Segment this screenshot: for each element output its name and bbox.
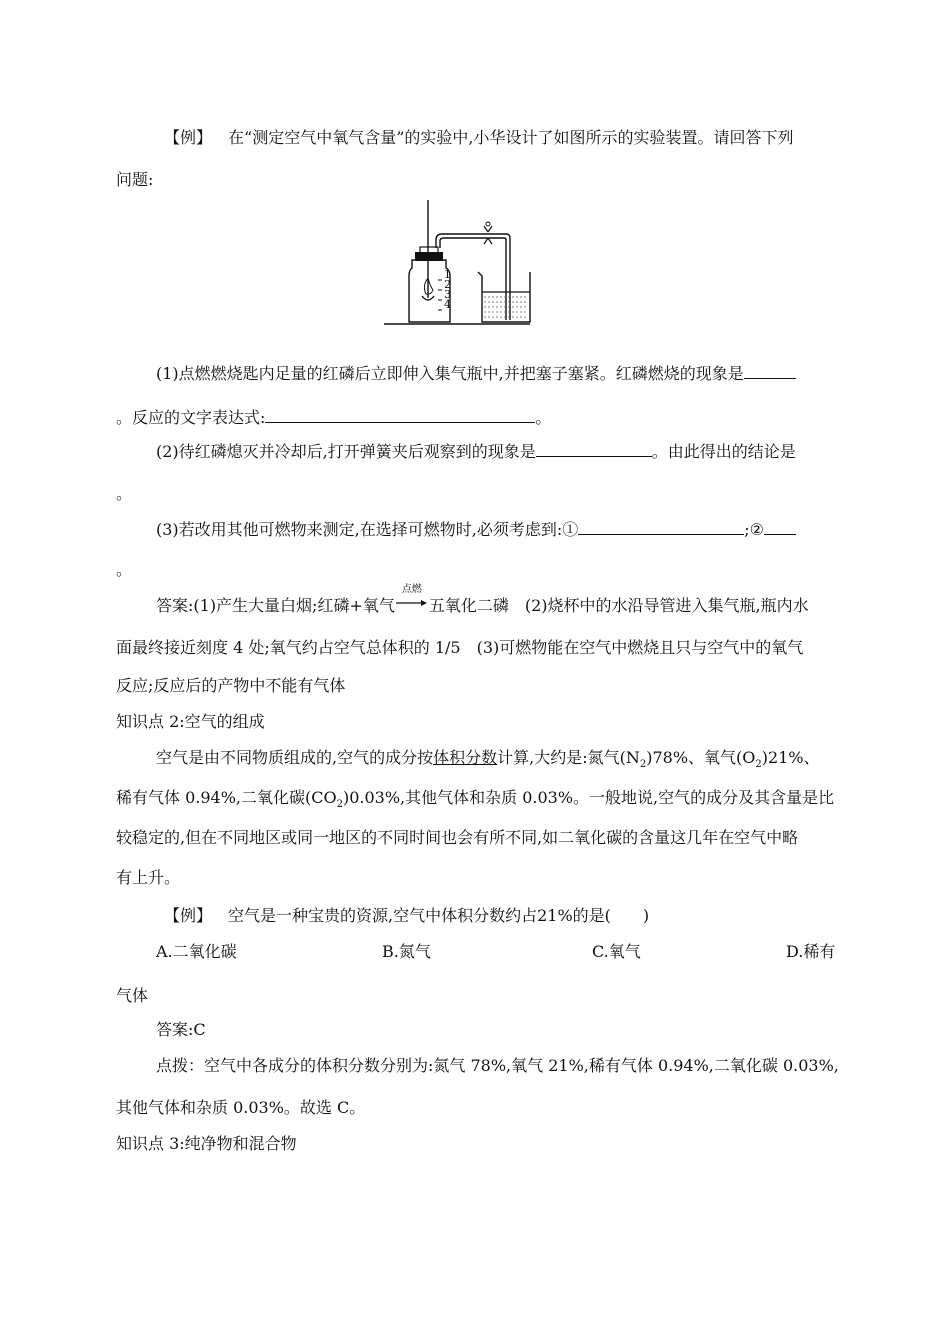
answer-blank[interactable] [536, 438, 652, 457]
paragraph: 空气是由不同物质组成的,空气的成分按体积分数计算,大约是:氮气$(N_2)78\%$、氧气$(O_2)21\%$、 [156, 748, 820, 771]
scale-label-3: 3 [444, 288, 451, 301]
scale-label-2: 2 [444, 278, 451, 291]
experiment-apparatus-figure [378, 196, 538, 328]
option-c[interactable]: C.氧气 [592, 942, 641, 961]
option-b[interactable]: B.氮气 [382, 942, 431, 961]
scale-label-1: 1 [444, 268, 451, 281]
answer-text-cont: 面最终接近刻度 4 处;氧气约占空气总体积的 1/5 (3)可燃物能在空气中燃烧且只与空气中的氧气 [116, 638, 804, 657]
paragraph-cont: 较稳定的,但在不同地区或同一地区的不同时间也会有所不同,如二氧化碳的含量这几年在空气中略 [116, 828, 799, 847]
question-text: 空气是一种宝贵的资源,空气中体积分数约占21%的是( ) [228, 906, 650, 925]
reaction-arrow [395, 584, 429, 611]
example-tag: 【例】 在“测定空气中氧气含量”的实验中,小华设计了如图所示的实验装置。请回答下列 [164, 128, 794, 147]
question-1: (1)点燃燃烧匙内足量的红磷后立即伸入集气瓶中,并把塞子塞紧。红磷燃烧的现象是 [156, 360, 796, 386]
option-a[interactable]: A.二氧化碳 [156, 942, 237, 961]
option-d[interactable]: D.稀有 [786, 942, 836, 961]
section-heading: 知识点 3:纯净物和混合物 [116, 1134, 297, 1153]
question-3-cont: 。 [116, 560, 133, 579]
question-text-cont: 问题: [116, 170, 154, 189]
answer-blank[interactable] [265, 404, 535, 423]
question-2: (2)待红磷熄灭并冷却后,打开弹簧夹后观察到的现象是 。由此得出的结论是 [156, 438, 796, 464]
answer-text: 答案:C [156, 1020, 206, 1039]
answer-text-cont: 反应;反应后的产物中不能有气体 [116, 676, 346, 695]
paragraph-cont: 稀有气体 0.94%,二氧化碳$(CO_2)0.03\%$,其他气体和杂质 0.03%。一般地说,空气的成分及其含量是比 [116, 788, 835, 811]
answer-blank[interactable] [578, 516, 744, 535]
question-3: (3)若改用其他可燃物来测定,在选择可燃物时,必须考虑到:① ;② [156, 516, 796, 542]
paragraph-cont: 有上升。 [116, 868, 181, 887]
answer-blank[interactable] [764, 516, 796, 535]
reaction-condition: 点燃 [401, 584, 422, 595]
question-text: 在“测定空气中氧气含量”的实验中,小华设计了如图所示的实验装置。请回答下列 [228, 128, 794, 147]
hint-text: 点拨：空气中各成分的体积分数分别为:氮气 78%,氧气 21%,稀有气体 0.94%,二氧化碳 0.03%, [156, 1056, 839, 1075]
scale-label-4: 4 [444, 298, 451, 311]
question-2-cont: 。 [116, 484, 133, 503]
answer-blank[interactable] [744, 360, 796, 379]
example-tag: 【例】 空气是一种宝贵的资源,空气中体积分数约占21%的是( ) [164, 906, 650, 925]
hint-text-cont: 其他气体和杂质 0.03%。故选 C。 [116, 1098, 366, 1117]
question-1-cont: 。反应的文字表达式: 。 [116, 404, 551, 430]
option-d-cont: 气体 [116, 986, 149, 1005]
answer-text: 答案:(1)产生大量白烟;红磷+氧气 点燃 五氧化二磷 (2)烧杯中的水沿导管进入集气瓶,瓶内水 [156, 584, 809, 615]
section-heading: 知识点 2:空气的组成 [116, 712, 265, 731]
